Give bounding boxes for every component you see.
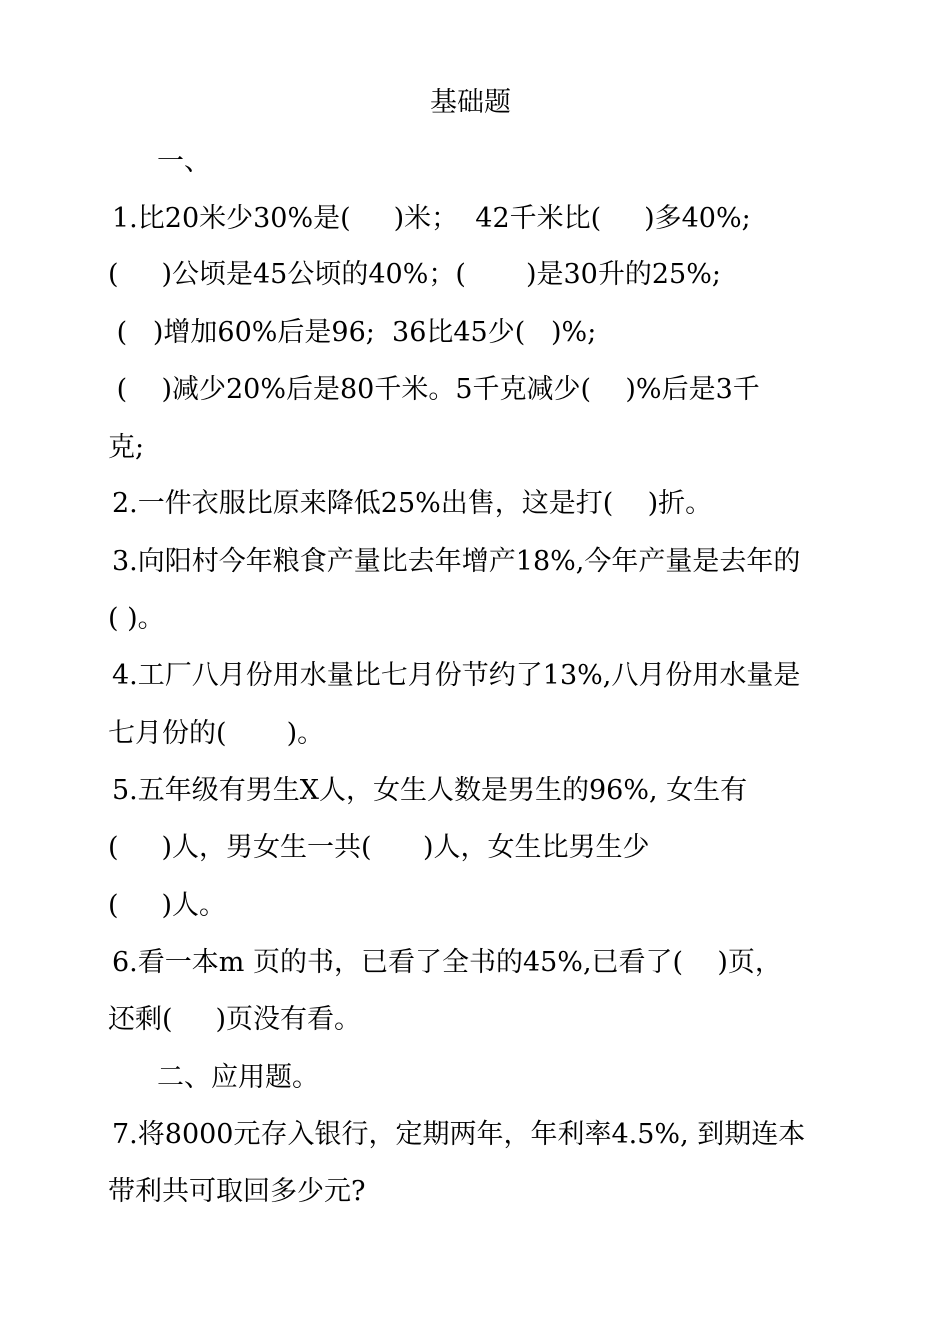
section-heading-2: 二、应用题。 [157, 1062, 319, 1093]
question-line: ( )增加60%后是96; 36比45少( )%; [108, 317, 597, 348]
question-line: 2.一件衣服比原来降低25%出售，这是打( )折。 [112, 488, 713, 519]
question-line: 1.比20米少30%是( )米； 42千米比( )多40%; [112, 203, 751, 234]
question-line: 3.向阳村今年粮食产量比去年增产18%,今年产量是去年的 [112, 546, 801, 577]
question-line: 带利共可取回多少元? [108, 1176, 366, 1207]
question-line: ( )公顷是45公顷的40%；( )是30升的25%; [108, 259, 721, 290]
question-line: 5.五年级有男生X人，女生人数是男生的96%, 女生有 [112, 775, 748, 806]
question-line: 4.工厂八月份用水量比七月份节约了13%,八月份用水量是 [112, 660, 801, 691]
question-line: ( )减少20%后是80千米。5千克减少( )%后是3千 [108, 374, 760, 405]
question-line: ( )。 [108, 603, 165, 634]
question-line: ( )人。 [108, 890, 226, 921]
question-line: 还剩( )页没有看。 [108, 1004, 361, 1035]
question-line: 克; [108, 432, 145, 463]
section-heading-1: 一、 [157, 146, 211, 177]
question-line: 6.看一本m 页的书，已看了全书的45%,已看了( )页， [112, 947, 782, 978]
question-line: ( )人，男女生一共( )人，女生比男生少 [108, 832, 650, 863]
question-line: 7.将8000元存入银行，定期两年，年利率4.5%, 到期连本 [112, 1119, 806, 1150]
question-line: 七月份的( )。 [108, 718, 325, 749]
page-title: 基础题 [430, 87, 511, 118]
